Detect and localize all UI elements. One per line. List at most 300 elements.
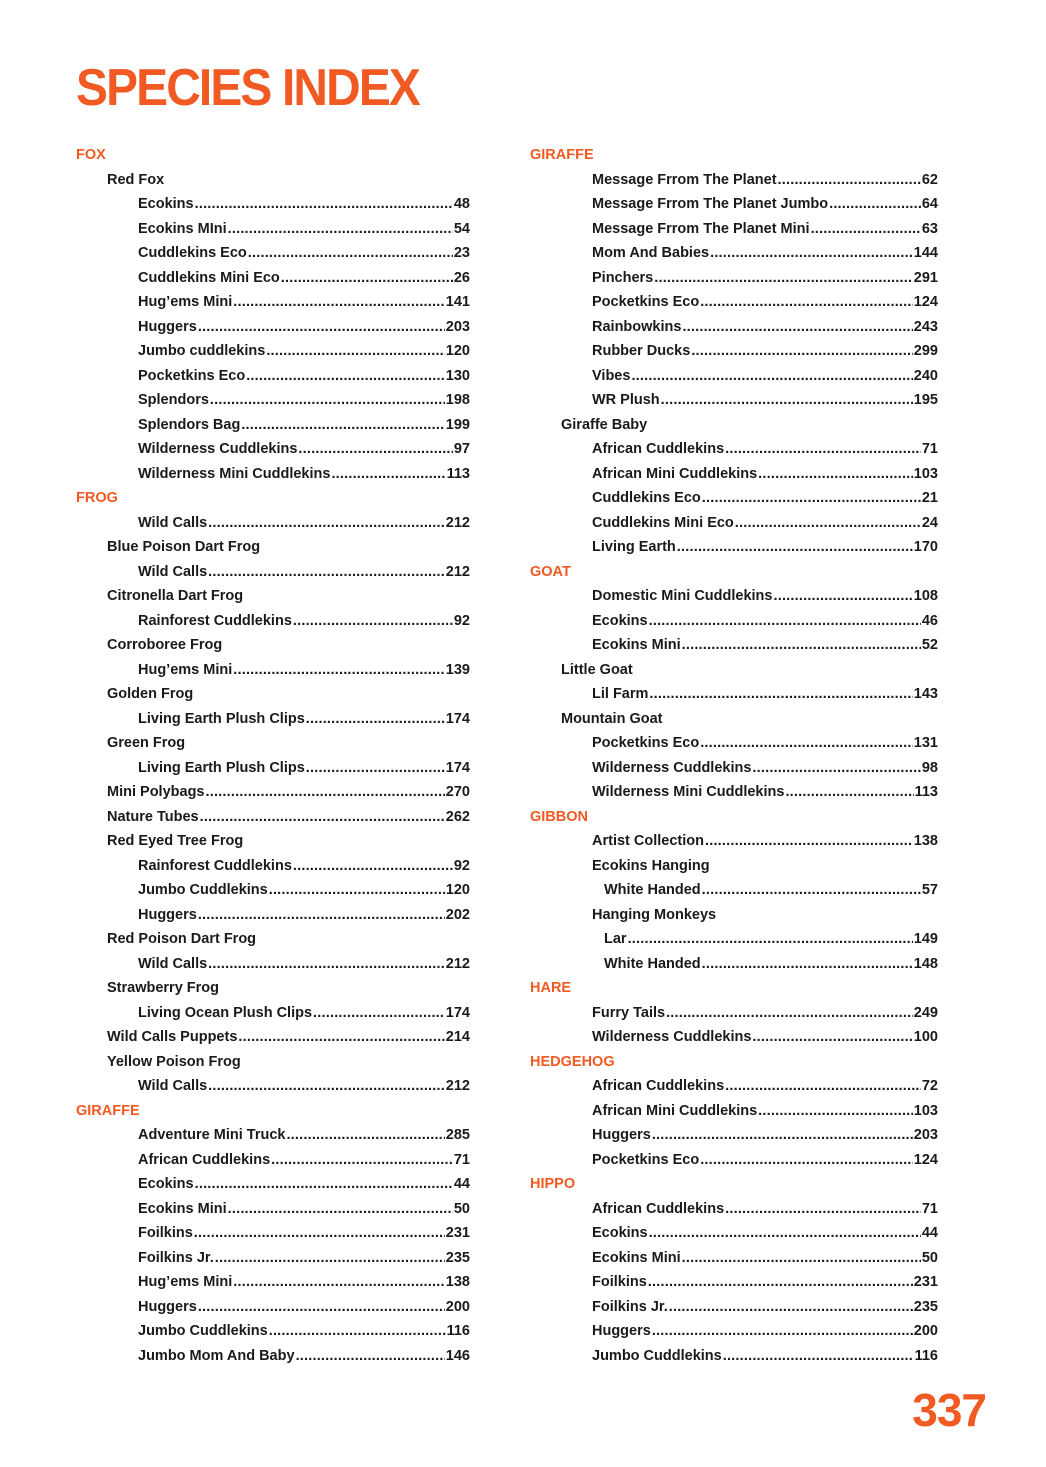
entry-label: Message Frrom The Planet Mini — [592, 220, 810, 237]
index-entry — [530, 511, 940, 536]
index-entry — [76, 756, 476, 781]
entry-label: Huggers — [138, 906, 197, 923]
category-heading: HIPPO — [530, 1176, 576, 1192]
entry-page-number: 26 — [453, 269, 470, 286]
index-entry — [530, 241, 940, 266]
index-entry — [76, 1001, 476, 1026]
index-entry — [530, 290, 940, 315]
dot-leader — [691, 339, 912, 364]
entry-label: Lar — [604, 931, 627, 947]
entry-label: Huggers — [138, 1298, 197, 1315]
entry-label: Huggers — [138, 318, 197, 335]
index-entry — [76, 609, 476, 634]
category-heading: GIRAFFE — [76, 1102, 140, 1119]
species-subheading: Blue Poison Dart Frog — [107, 539, 261, 555]
entry-page-number: 116 — [914, 1347, 938, 1364]
dot-leader — [661, 388, 913, 413]
entry-page-number: 113 — [914, 784, 938, 800]
index-entry — [76, 462, 476, 487]
index-entry — [76, 658, 476, 683]
dot-leader — [778, 168, 921, 193]
category-heading: GIRAFFE — [530, 147, 594, 163]
entry-page-number: 262 — [445, 808, 470, 825]
entry-page-number: 231 — [913, 1274, 938, 1290]
dot-leader — [195, 192, 453, 217]
entry-page-number: 71 — [921, 1200, 938, 1217]
index-entry — [76, 1221, 476, 1246]
entry-label: Hug’ems Mini — [138, 1274, 233, 1290]
entry-label: Wilderness Mini Cuddlekins — [592, 784, 785, 800]
entry-label: White Handed — [604, 955, 701, 972]
index-entry — [530, 168, 940, 193]
entry-page-number: 146 — [445, 1347, 470, 1364]
index-entry — [76, 1025, 476, 1050]
dot-leader — [682, 315, 912, 340]
dot-leader — [293, 854, 453, 879]
entry-page-number: 103 — [913, 465, 938, 482]
entry-page-number: 174 — [445, 1004, 470, 1021]
entry-label: Living Earth Plush Clips — [138, 710, 305, 727]
dot-leader — [281, 266, 453, 291]
entry-label: African Mini Cuddlekins — [592, 465, 758, 482]
entry-page-number: 57 — [921, 882, 938, 898]
index-entry — [530, 192, 940, 217]
dot-leader — [700, 1148, 913, 1173]
index-entry — [530, 682, 940, 707]
entry-label: Mom And Babies — [592, 245, 710, 261]
index-entry — [530, 462, 940, 487]
index-entry — [76, 1197, 476, 1222]
dot-leader — [269, 878, 445, 903]
entry-page-number: 71 — [453, 1151, 470, 1168]
entry-page-number: 149 — [913, 931, 938, 947]
species-subheading: Corroboree Frog — [107, 637, 223, 653]
index-entry — [530, 1148, 940, 1173]
index-entry — [76, 707, 476, 732]
entry-page-number: 63 — [921, 220, 938, 237]
entry-page-number: 54 — [453, 220, 470, 237]
entry-label: African Mini Cuddlekins — [592, 1102, 758, 1119]
dot-leader — [248, 241, 453, 266]
entry-label: African Cuddlekins — [592, 1200, 725, 1217]
entry-page-number: 212 — [445, 563, 470, 580]
entry-label: Ecokins Mini — [592, 637, 681, 653]
entry-label: Hug’ems Mini — [138, 661, 233, 678]
entry-page-number: 299 — [913, 343, 938, 359]
index-entry — [530, 1099, 940, 1124]
index-entry — [530, 609, 940, 634]
dot-leader — [700, 731, 913, 756]
entry-label: Jumbo Mom And Baby — [138, 1347, 295, 1364]
dot-leader — [725, 437, 921, 462]
index-entry — [530, 829, 940, 854]
index-entry — [530, 437, 940, 462]
index-entry — [76, 952, 476, 977]
index-entry — [530, 1025, 940, 1050]
entry-label: Cuddlekins Eco — [592, 490, 701, 506]
index-entry — [530, 364, 940, 389]
index-entry — [530, 927, 940, 952]
dot-leader — [682, 1246, 921, 1271]
index-entry — [530, 756, 940, 781]
dot-leader — [710, 241, 913, 266]
index-entry — [530, 1074, 940, 1099]
dot-leader — [195, 1172, 453, 1197]
index-entry — [76, 1344, 476, 1369]
dot-leader — [198, 315, 445, 340]
index-entry — [76, 192, 476, 217]
dot-leader — [306, 707, 445, 732]
index-entry — [530, 780, 940, 805]
index-entry — [530, 633, 940, 658]
entry-page-number: 108 — [913, 588, 938, 604]
index-entry — [530, 1197, 940, 1222]
entry-page-number: 124 — [913, 1151, 938, 1168]
page-title: SPECIES INDEX — [76, 59, 419, 117]
index-entry — [530, 266, 940, 291]
entry-page-number: 124 — [913, 294, 938, 310]
index-entry — [530, 315, 940, 340]
dot-leader — [752, 1025, 912, 1050]
index-entry — [76, 315, 476, 340]
entry-label: Foilkins Jr. — [592, 1298, 668, 1315]
dot-leader — [648, 1270, 913, 1295]
index-column-right — [530, 143, 940, 1368]
entry-label: Wild Calls — [138, 514, 208, 531]
index-entry — [76, 1295, 476, 1320]
entry-label: WR Plush — [592, 392, 660, 408]
entry-label: Ecokins Mini — [592, 1249, 681, 1266]
dot-leader — [669, 1295, 913, 1320]
entry-page-number: 98 — [921, 759, 938, 776]
category-heading: FROG — [76, 490, 118, 506]
species-subheading: Red Fox — [107, 171, 165, 188]
entry-page-number: 143 — [913, 686, 938, 702]
entry-label: Wilderness Mini Cuddlekins — [138, 465, 331, 482]
dot-leader — [649, 609, 921, 634]
entry-label: Living Ocean Plush Clips — [138, 1004, 313, 1021]
index-entry — [76, 1074, 476, 1099]
index-entry — [76, 388, 476, 413]
entry-label: Adventure Mini Truck — [138, 1127, 286, 1143]
entry-label: Wilderness Cuddlekins — [592, 759, 752, 776]
dot-leader — [194, 1221, 445, 1246]
entry-page-number: 200 — [913, 1323, 938, 1339]
entry-page-number: 235 — [913, 1298, 938, 1315]
entry-page-number: 198 — [445, 392, 470, 408]
dot-leader — [652, 1319, 913, 1344]
entry-label: Cuddlekins Eco — [138, 245, 247, 261]
entry-page-number: 203 — [913, 1127, 938, 1143]
index-entry — [76, 1123, 476, 1148]
entry-label: Message Frrom The Planet — [592, 171, 777, 188]
entry-label: Wilderness Cuddlekins — [592, 1029, 752, 1045]
species-subheading: Yellow Poison Frog — [107, 1053, 241, 1070]
index-entry — [530, 217, 940, 242]
entry-label: Ecokins Mini — [138, 1200, 227, 1217]
entry-page-number: 141 — [445, 294, 470, 310]
index-entry — [76, 1172, 476, 1197]
entry-page-number: 174 — [445, 759, 470, 776]
entry-label: Wild Calls — [138, 563, 208, 580]
entry-page-number: 270 — [445, 784, 470, 800]
entry-page-number: 52 — [921, 637, 938, 653]
dot-leader — [649, 682, 912, 707]
index-entry — [76, 217, 476, 242]
dot-leader — [246, 364, 445, 389]
entry-label: African Cuddlekins — [592, 1078, 725, 1094]
product-subheading: Ecokins Hanging — [592, 857, 710, 874]
dot-leader — [298, 437, 452, 462]
index-entry — [76, 437, 476, 462]
entry-page-number: 72 — [921, 1078, 938, 1094]
dot-leader — [331, 462, 445, 487]
entry-label: Ecokins — [138, 196, 194, 212]
entry-page-number: 44 — [453, 1176, 470, 1192]
entry-page-number: 120 — [445, 882, 470, 898]
index-entry — [76, 241, 476, 266]
entry-page-number: 285 — [445, 1127, 470, 1143]
index-entry — [530, 1246, 940, 1271]
dot-leader — [296, 1344, 445, 1369]
index-entry — [76, 1246, 476, 1271]
species-subheading: Strawberry Frog — [107, 980, 219, 996]
entry-label: Jumbo Cuddlekins — [138, 1323, 268, 1339]
entry-page-number: 21 — [921, 490, 938, 506]
entry-page-number: 120 — [445, 343, 470, 359]
dot-leader — [682, 633, 921, 658]
entry-label: Ecokins — [592, 1225, 648, 1241]
entry-page-number: 103 — [913, 1102, 938, 1119]
category-heading: GIBBON — [530, 808, 588, 825]
index-entry — [76, 1270, 476, 1295]
entry-label: Splendors — [138, 392, 209, 408]
entry-page-number: 243 — [913, 318, 938, 335]
entry-label: Wilderness Cuddlekins — [138, 441, 298, 457]
dot-leader — [241, 413, 444, 438]
dot-leader — [208, 1074, 445, 1099]
index-entry — [76, 413, 476, 438]
entry-page-number: 195 — [913, 392, 938, 408]
species-subheading: Citronella Dart Frog — [107, 588, 244, 604]
index-entry — [76, 780, 476, 805]
entry-label: Splendors Bag — [138, 416, 241, 433]
dot-leader — [758, 1099, 913, 1124]
entry-page-number: 200 — [445, 1298, 470, 1315]
dot-leader — [215, 1246, 445, 1271]
entry-page-number: 131 — [913, 735, 938, 751]
entry-label: African Cuddlekins — [138, 1151, 271, 1168]
dot-leader — [785, 780, 913, 805]
entry-label: Pinchers — [592, 269, 654, 286]
entry-page-number: 212 — [445, 955, 470, 972]
entry-label: Artist Collection — [592, 833, 704, 849]
entry-page-number: 92 — [453, 612, 470, 629]
index-entry — [530, 1295, 940, 1320]
entry-page-number: 138 — [913, 833, 938, 849]
entry-label: Hug’ems Mini — [138, 294, 233, 310]
entry-page-number: 23 — [453, 245, 470, 261]
index-entry — [76, 1148, 476, 1173]
entry-page-number: 24 — [921, 514, 938, 531]
entry-page-number: 64 — [921, 196, 938, 212]
entry-page-number: 231 — [445, 1225, 470, 1241]
entry-page-number: 212 — [445, 514, 470, 531]
entry-page-number: 48 — [453, 196, 470, 212]
category-heading: HEDGEHOG — [530, 1053, 615, 1070]
dot-leader — [649, 1221, 921, 1246]
entry-label: Wild Calls Puppets — [107, 1029, 238, 1045]
dot-leader — [233, 290, 445, 315]
dot-leader — [702, 878, 921, 903]
category-heading: FOX — [76, 147, 106, 163]
dot-leader — [198, 1295, 445, 1320]
index-entry — [530, 731, 940, 756]
index-entry — [76, 339, 476, 364]
dot-leader — [677, 535, 913, 560]
index-entry — [530, 486, 940, 511]
entry-label: Jumbo Cuddlekins — [138, 882, 268, 898]
dot-leader — [702, 486, 921, 511]
entry-page-number: 199 — [445, 416, 470, 433]
species-subheading: Giraffe Baby — [561, 416, 648, 433]
entry-label: Furry Tails — [592, 1004, 666, 1021]
entry-label: Lil Farm — [592, 686, 649, 702]
dot-leader — [198, 903, 445, 928]
dot-leader — [700, 290, 913, 315]
entry-label: Foilkins Jr. — [138, 1249, 214, 1266]
entry-page-number: 214 — [445, 1029, 470, 1045]
dot-leader — [725, 1074, 921, 1099]
entry-label: Message Frrom The Planet Jumbo — [592, 196, 829, 212]
dot-leader — [228, 1197, 453, 1222]
entry-label: Rubber Ducks — [592, 343, 691, 359]
entry-page-number: 291 — [913, 269, 938, 286]
entry-page-number: 97 — [453, 441, 470, 457]
entry-label: Domestic Mini Cuddlekins — [592, 588, 773, 604]
entry-label: Nature Tubes — [107, 808, 199, 825]
dot-leader — [269, 1319, 446, 1344]
index-entry — [530, 339, 940, 364]
entry-page-number: 50 — [453, 1200, 470, 1217]
entry-page-number: 202 — [445, 906, 470, 923]
entry-label: Ecokins — [138, 1176, 194, 1192]
dot-leader — [628, 927, 913, 952]
product-subheading: Hanging Monkeys — [592, 906, 717, 923]
dot-leader — [233, 1270, 445, 1295]
category-heading: HARE — [530, 980, 572, 996]
entry-page-number: 235 — [445, 1249, 470, 1266]
entry-label: Huggers — [592, 1127, 651, 1143]
species-subheading: Red Poison Dart Frog — [107, 931, 257, 947]
dot-leader — [654, 266, 913, 291]
entry-label: White Handed — [604, 882, 701, 898]
index-entry — [530, 1270, 940, 1295]
dot-leader — [293, 609, 453, 634]
dot-leader — [238, 1025, 444, 1050]
dot-leader — [758, 462, 913, 487]
entry-page-number: 139 — [445, 661, 470, 678]
species-subheading: Green Frog — [107, 735, 186, 751]
entry-label: Foilkins — [138, 1225, 193, 1241]
dot-leader — [228, 217, 453, 242]
dot-leader — [313, 1001, 445, 1026]
entry-page-number: 113 — [446, 465, 470, 482]
entry-label: Living Earth — [592, 539, 676, 555]
dot-leader — [208, 560, 445, 585]
entry-page-number: 44 — [921, 1225, 938, 1241]
index-entry — [76, 878, 476, 903]
entry-label: Jumbo Cuddlekins — [592, 1347, 722, 1364]
index-entry — [530, 878, 940, 903]
entry-label: Wild Calls — [138, 1078, 208, 1094]
species-subheading: Little Goat — [561, 661, 633, 678]
page-number: 337 — [912, 1384, 986, 1436]
dot-leader — [702, 952, 913, 977]
entry-page-number: 203 — [445, 318, 470, 335]
entry-label: Wild Calls — [138, 955, 208, 972]
index-entry — [76, 266, 476, 291]
entry-page-number: 130 — [445, 367, 470, 384]
dot-leader — [286, 1123, 444, 1148]
dot-leader — [811, 217, 921, 242]
entry-page-number: 212 — [445, 1078, 470, 1094]
entry-label: Pocketkins Eco — [592, 294, 700, 310]
index-entry — [76, 903, 476, 928]
index-entry — [76, 290, 476, 315]
entry-page-number: 116 — [446, 1323, 470, 1339]
index-entry — [530, 535, 940, 560]
entry-page-number: 144 — [913, 245, 938, 261]
dot-leader — [208, 952, 445, 977]
species-subheading: Red Eyed Tree Frog — [107, 833, 244, 849]
dot-leader — [725, 1197, 921, 1222]
index-entry — [76, 805, 476, 830]
index-entry — [530, 1123, 940, 1148]
entry-label: Huggers — [592, 1323, 651, 1339]
entry-label: Rainforest Cuddlekins — [138, 612, 292, 629]
entry-label: Cuddlekins Mini Eco — [138, 269, 280, 286]
entry-label: African Cuddlekins — [592, 441, 725, 457]
index-column-left — [76, 143, 476, 1368]
dot-leader — [266, 339, 444, 364]
dot-leader — [208, 511, 445, 536]
dot-leader — [652, 1123, 913, 1148]
dot-leader — [200, 805, 445, 830]
entry-page-number: 240 — [913, 367, 938, 384]
entry-label: Rainbowkins — [592, 318, 682, 335]
index-entry — [530, 584, 940, 609]
dot-leader — [723, 1344, 914, 1369]
index-entry — [530, 952, 940, 977]
dot-leader — [306, 756, 445, 781]
dot-leader — [773, 584, 912, 609]
index-entry — [530, 1344, 940, 1369]
entry-page-number: 46 — [921, 612, 938, 629]
entry-page-number: 148 — [913, 955, 938, 972]
entry-page-number: 100 — [913, 1029, 938, 1045]
index-entry — [530, 1319, 940, 1344]
index-entry — [530, 1001, 940, 1026]
entry-label: Ecokins MIni — [138, 220, 227, 237]
index-entry — [530, 1221, 940, 1246]
entry-page-number: 50 — [921, 1249, 938, 1266]
entry-label: Rainforest Cuddlekins — [138, 857, 292, 874]
dot-leader — [829, 192, 921, 217]
dot-leader — [752, 756, 920, 781]
index-entry — [76, 854, 476, 879]
species-subheading: Mountain Goat — [561, 710, 663, 727]
